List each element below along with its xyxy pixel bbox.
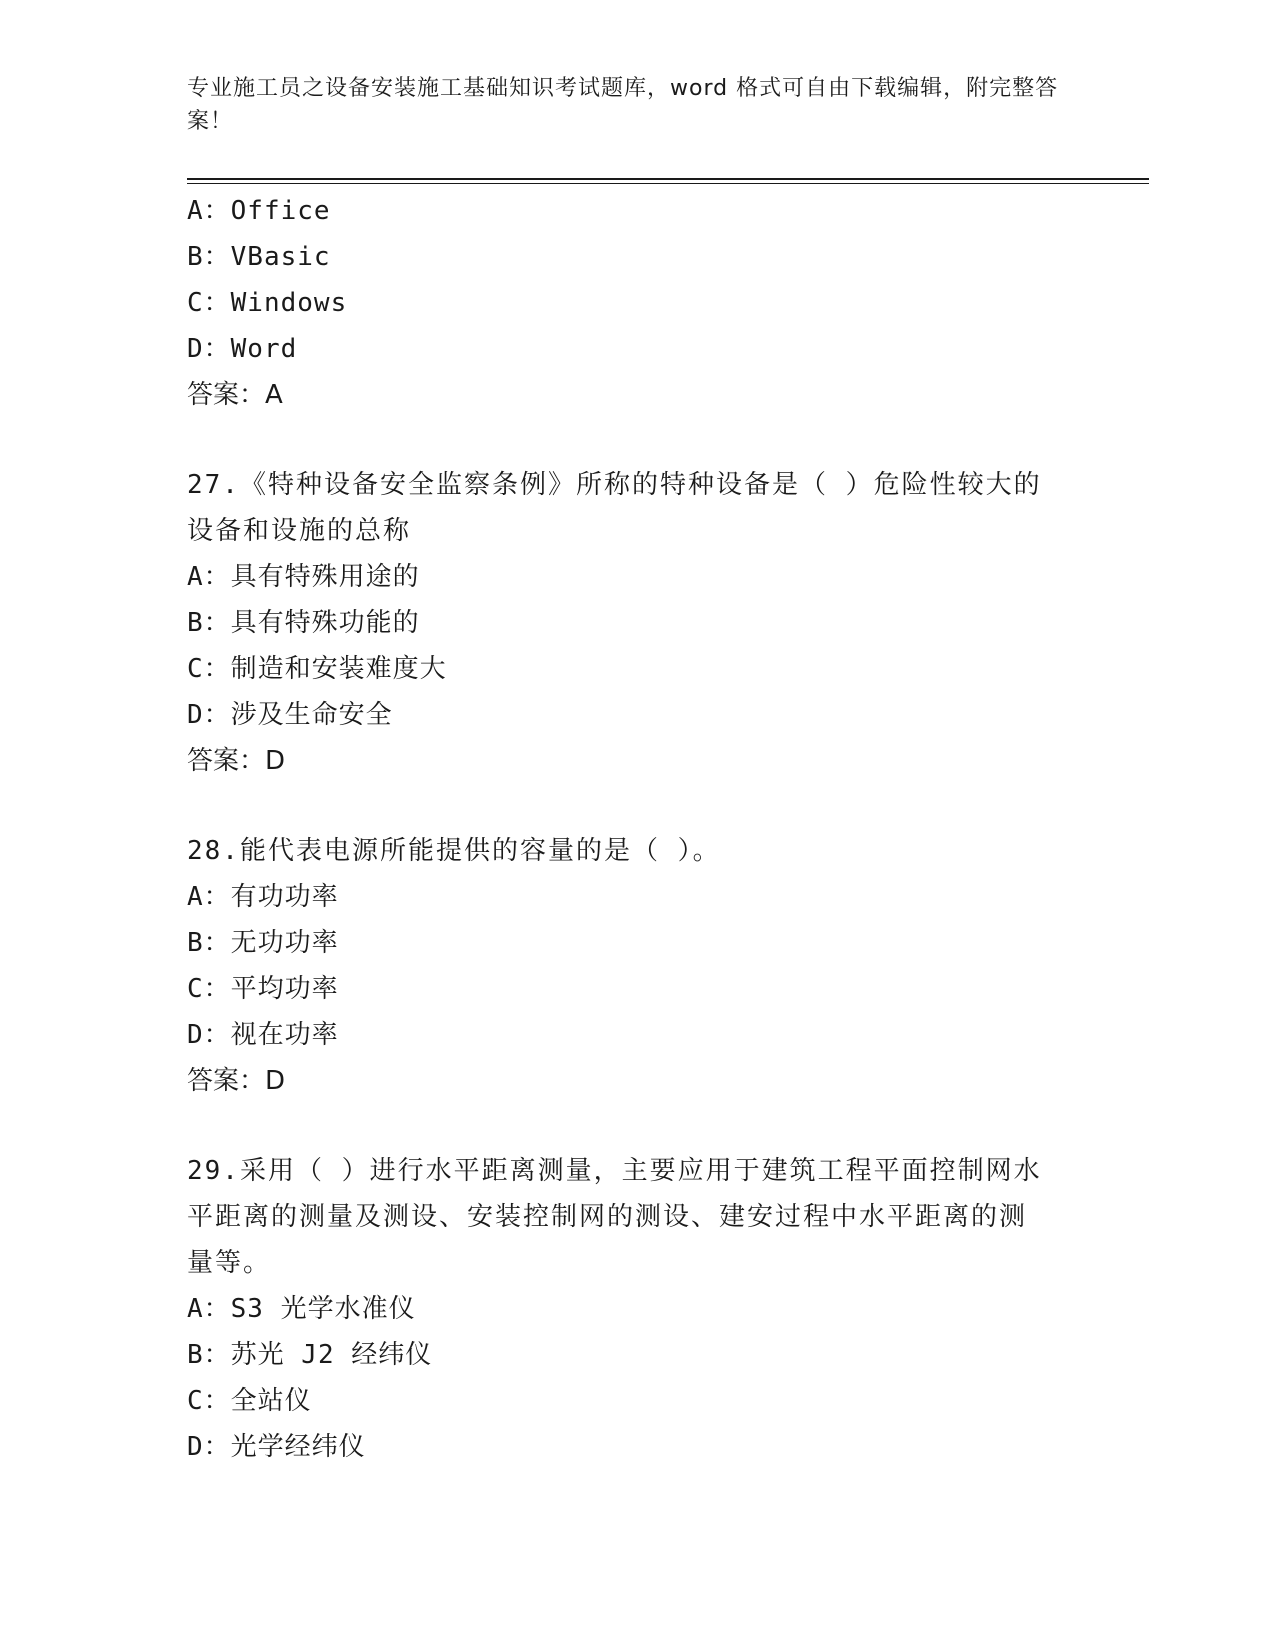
question-list	[187, 188, 1067, 1470]
option-c: C：Windows	[187, 288, 348, 318]
option-d: D：视在功率	[187, 1020, 339, 1050]
option-d: D：涉及生命安全	[187, 700, 393, 730]
option-c: C：全站仪	[187, 1386, 312, 1416]
question-29	[187, 1148, 1067, 1470]
question-stem: 29.采用（ ）进行水平距离测量，主要应用于建筑工程平面控制网水	[187, 1156, 1042, 1186]
option-c: C：平均功率	[187, 974, 339, 1004]
question-stem: 28.能代表电源所能提供的容量的是（ ）。	[187, 836, 721, 866]
question-stem: 平距离的测量及测设、安装控制网的测设、建安过程中水平距离的测	[187, 1202, 1028, 1232]
question-28	[187, 828, 1067, 1104]
option-a: A：有功功率	[187, 882, 339, 912]
option-b: B：VBasic	[187, 242, 331, 272]
option-a: A：具有特殊用途的	[187, 562, 420, 592]
document-header: 专业施工员之设备安装施工基础知识考试题库，word 格式可自由下载编辑，附完整答案！	[187, 76, 1059, 134]
answer: 答案：D	[187, 746, 286, 776]
option-d: D：Word	[187, 334, 298, 364]
answer: 答案：D	[187, 1066, 286, 1096]
question-26-continued	[187, 188, 1067, 418]
option-b: B：具有特殊功能的	[187, 608, 420, 638]
option-c: C：制造和安装难度大	[187, 654, 447, 684]
option-a: A：S3 光学水准仪	[187, 1294, 416, 1324]
header-divider-thin	[187, 183, 1149, 184]
answer: 答案：A	[187, 380, 283, 410]
question-stem: 量等。	[187, 1248, 272, 1278]
option-d: D：光学经纬仪	[187, 1432, 366, 1462]
question-27	[187, 462, 1067, 784]
option-a: A：Office	[187, 196, 331, 226]
question-stem: 设备和设施的总称	[187, 516, 412, 546]
header-divider-thick	[187, 178, 1149, 180]
option-b: B：苏光 J2 经纬仪	[187, 1340, 433, 1370]
question-stem: 27.《特种设备安全监察条例》所称的特种设备是（ ）危险性较大的	[187, 470, 1042, 500]
option-b: B：无功功率	[187, 928, 339, 958]
